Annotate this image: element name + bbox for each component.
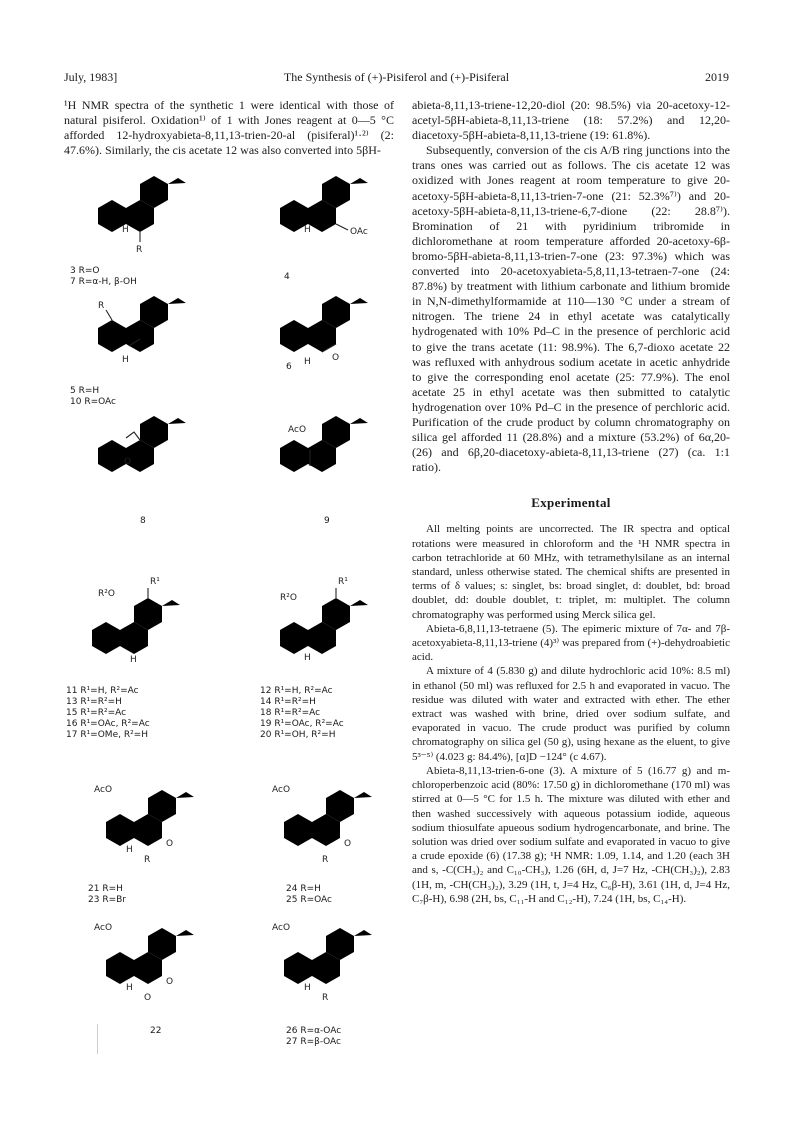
structure-3 (78, 168, 198, 268)
left-column-text (64, 98, 394, 158)
structure-24 (264, 770, 394, 880)
svg-text:R²O: R²O (98, 589, 115, 599)
svg-text:O: O (344, 839, 352, 849)
svg-text:R: R (98, 301, 105, 311)
page-number: 2019 (705, 70, 729, 84)
structure-5 (78, 288, 198, 388)
svg-text:O: O (124, 457, 132, 467)
svg-text:R¹: R¹ (150, 577, 160, 587)
gutter-mark (97, 1024, 98, 1054)
left-paragraph: ¹H NMR spectra of the synthetic 1 were identical with those of natural pisiferol. Oxidation¹⁾ of 1 with Jones reagent at 0—5 °C afforded 12-hydroxyabieta-8,11,13-trien-20-al (pisiferal)¹·²⁾ (2: 47.6%). Similarly, the cis acetate 12 was also converted into 5βH- (64, 98, 394, 158)
caption-12: 12 R¹=H, R²=Ac 14 R¹=R²=H 18 R¹=R²=Ac 19 R¹=OAc, R²=Ac 20 R¹=OH, R²=H (260, 686, 344, 740)
paragraph-general: All melting points are uncorrected. The IR spectra and optical rotations were measured in chloroform and the ¹H NMR spectra in carbon tetrachloride at 60 MHz, with tetramethylsilane as an internal standard, unless otherwise stated. The chemical shifts are presented in terms of δ values; s: singlet, bs: broad singlet, d: doublet, bd: broad doublet, dd: double doublet, t: triplet, m: multiplet. The column chromatography was performed using Merck silica gel. (412, 523, 730, 621)
svg-text:R: R (322, 993, 329, 1003)
svg-text:H: H (304, 225, 311, 235)
caption-4: 4 (284, 272, 290, 282)
svg-text:O: O (144, 993, 152, 1003)
structure-11 (72, 576, 202, 686)
svg-text:O: O (166, 839, 174, 849)
caption-21: 21 R=H 23 R=Br (88, 884, 126, 905)
svg-text:H: H (122, 225, 129, 235)
svg-text:H: H (126, 983, 133, 993)
caption-9: 9 (324, 516, 330, 526)
svg-text:AcO: AcO (288, 425, 307, 435)
structure-6 (260, 288, 380, 388)
right-column (412, 98, 730, 1028)
paragraph-compound-5: Abieta-6,8,11,13-tetraene (5). The epimeric mixture of 7α- and 7β-acetoxyabieta-8,11,13-triene (4)³⁾ was prepared from (+)-dehydroabietic acid. (412, 622, 730, 664)
structure-26 (264, 908, 394, 1018)
structure-8 (78, 408, 198, 508)
paragraph-continuation: abieta-8,11,13-triene-12,20-diol (20: 98.5%) via 20-acetoxy-12-acetyl-5βH-abieta-8,11,13-triene (18: 57.2%) and 12,20-diacetoxy-5βH-abieta-8,11,13-triene (19: 61.8%). (412, 98, 730, 143)
svg-text:R: R (136, 245, 143, 255)
caption-3: 3 R=O 7 R=α-H, β-OH (70, 266, 137, 287)
svg-text:H: H (126, 845, 133, 855)
structure-12 (260, 576, 390, 686)
section-heading-experimental: Experimental (531, 495, 611, 511)
svg-text:H: H (122, 355, 129, 365)
structure-4 (260, 168, 390, 268)
svg-text:H: H (304, 983, 311, 993)
paragraph-conversion: Subsequently, conversion of the cis A/B ring junctions into the trans ones was carried out as follows. The cis acetate 12 was oxidized with Jones reagent at room temperature to give 20-acetoxy-5βH-abieta-8,11,13-trien-7-one (21: 52.3%⁷⁾) and 20-acetoxy-5βH-abieta-8,11,13-triene-6,7-dione (22: 28.8⁷⁾). Bromination of 21 with pyridinium tribromide in dichloromethane at room temperature afforded 20-acetoxy-6β-bromo-5βH-abieta-8,11,13-trien-7-one (23: 97.3%) which was converted into 20-acetoxyabieta-5,8,11,13-tetraen-7-one (24: 87.8%) by treatment with lithium carbonate and lithium bromide in N,N-dimethylformamide at 110—130 °C under a stream of nitrogen. The triene 24 in ethyl acetate was catalytically hydrogenated with 10% Pd–C in the presence of perchloric acid to give the trans acetate (11: 98.9%). The 6,7-dioxo acetate 22 was refluxed with anhydrous sodium acetate in acetic anhydride to give the corresponding enol acetate (25: 77.9%). The enol acetate 25 in ethyl acetate was then submitted to catalytic hydrogenation over 10% Pd–C in the presence of perchloric acid. Purification of the crude product by column chromatography on silica gel afforded 11 (28.8%) and a mixture (53.2%) of 6α,20- (26) and 6β,20-diacetoxy-abieta-8,11,13-triene (27) (ca. 1:1 ratio). (412, 143, 730, 475)
svg-text:OAc: OAc (350, 227, 368, 237)
structure-9 (260, 408, 380, 508)
svg-text:H: H (304, 357, 311, 367)
svg-text:H: H (304, 653, 311, 663)
paragraph-compound-3: Abieta-8,11,13-trien-6-one (3). A mixture of 5 (16.77 g) and m-chloroperbenzoic acid (80%: 17.50 g) in dichloromethane (170 ml) was stirred at 0—5 °C for 1.5 h. The mixture was diluted with ether and then washed successively with aqueous potassium iodide, aqueous sodium thiosulfate apueous sodium hydrogencarbonate, and brine. The solution was dried over sodium sulfate and evaporated in vacuo to give a crude epoxide (6) (17.38 g); ¹H NMR: 1.09, 1.14, and 1.20 (each 3H and s, -C(CH₃)₂ and C₁₀-CH₃), 1.26 (6H, d, J=7 Hz, -CH(CH₃)₂), 2.83 (1H, m, -CH(CH₃)₂), 3.29 (1H, t, J=4 Hz, C₆β-H), 3.61 (1H, d, J=4 Hz, C₇β-H), 6.98 (2H, bs, C₁₁-H and C₁₂-H), 7.24 (1H, bs, C₁₄-H). (412, 764, 730, 905)
structure-figure (64, 168, 400, 1047)
caption-6: 6 (286, 362, 292, 372)
svg-text:AcO: AcO (94, 923, 113, 933)
svg-text:R²O: R²O (280, 593, 297, 603)
svg-text:R¹: R¹ (338, 577, 348, 587)
caption-5: 5 R=H 10 R=OAc (70, 386, 116, 407)
svg-text:AcO: AcO (94, 785, 113, 795)
header-date: July, 1983] (64, 70, 118, 84)
structure-21 (86, 770, 216, 880)
paragraph-procedure-5: A mixture of 4 (5.830 g) and dilute hydrochloric acid 10%: 8.5 ml) in ethanol (50 ml) was refluxed for 2.5 h and evaporated in vacuo. The residue was diluted with water and extracted with ether. The ether extract was washed with brine, dried over sodium sulfate, and evaporated in vacuo. The crude product was purified by column chromatography on silica gel (50 g), using hexane as the eluent, to give 5³⁻⁵⁾ (4.023 g: 84.4%), [α]D −124° (c 4.67). (412, 665, 730, 763)
running-header (64, 70, 729, 88)
header-title: The Synthesis of (+)-Pisiferol and (+)-Pisiferal (283, 70, 510, 84)
structure-22 (86, 908, 216, 1018)
svg-text:H: H (130, 655, 137, 665)
svg-text:AcO: AcO (272, 785, 291, 795)
caption-22: 22 (150, 1026, 162, 1036)
caption-11: 11 R¹=H, R²=Ac 13 R¹=R²=H 15 R¹=R²=Ac 16 R¹=OAc, R²=Ac 17 R¹=OMe, R²=H (66, 686, 150, 740)
svg-text:R: R (144, 855, 151, 865)
svg-text:R: R (322, 855, 329, 865)
svg-text:AcO: AcO (272, 923, 291, 933)
svg-text:O: O (332, 353, 340, 363)
caption-24: 24 R=H 25 R=OAc (286, 884, 332, 905)
svg-text:O: O (166, 977, 174, 987)
caption-26: 26 R=α-OAc 27 R=β-OAc (286, 1026, 342, 1047)
caption-8: 8 (140, 516, 146, 526)
